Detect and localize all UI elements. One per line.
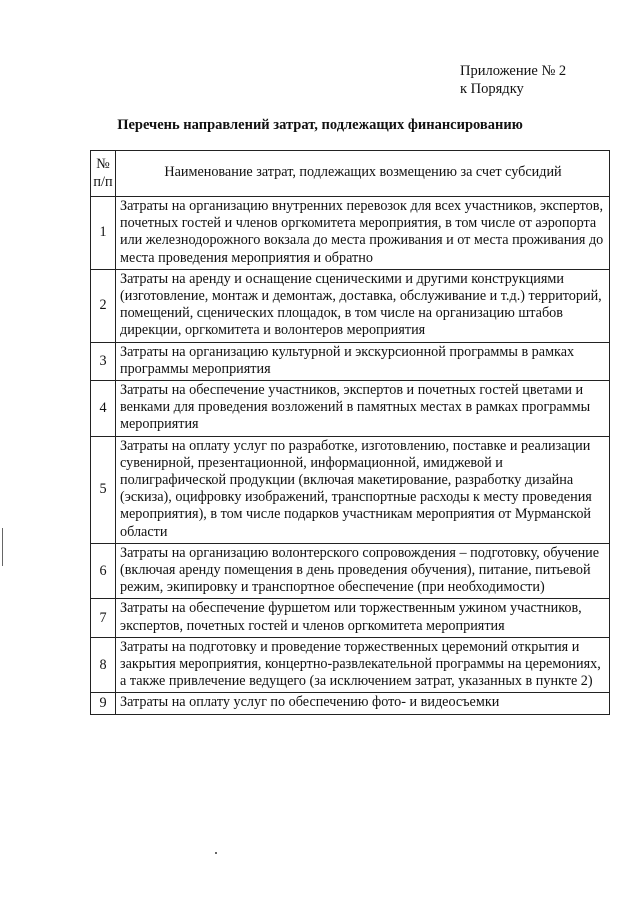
row-number: 3 <box>91 342 116 380</box>
row-number: 5 <box>91 436 116 543</box>
cost-directions-table <box>90 150 610 715</box>
appendix-reference: к Порядку <box>460 81 524 97</box>
row-number: 6 <box>91 543 116 599</box>
appendix-number: Приложение № 2 <box>460 63 567 79</box>
row-text: Затраты на обеспечение фуршетом или торжественным ужином участников, экспертов, почетных гостей и членов оргкомитета мероприятия <box>116 599 610 637</box>
table-row <box>91 342 610 380</box>
header-number-text: № п/п <box>93 156 113 190</box>
document-title: Перечень направлений затрат, подлежащих финансированию <box>117 117 523 133</box>
table-row <box>91 693 610 714</box>
table-row <box>91 436 610 543</box>
row-number: 8 <box>91 637 116 693</box>
scan-mark <box>215 852 217 854</box>
row-number: 4 <box>91 381 116 437</box>
row-text: Затраты на организацию внутренних перевозок для всех участников, экспертов, почетных гостей и членов оргкомитета мероприятия, в том числе от аэропорта или железнодорожного вокзала до места проживания и от места проживания до места проведения мероприятия и обратно <box>116 197 610 270</box>
row-text: Затраты на обеспечение участников, экспертов и почетных гостей цветами и венками для проведения возложений в памятных местах в рамках программы мероприятия <box>116 381 610 437</box>
row-text: Затраты на оплату услуг по обеспечению фото- и видеосъемки <box>116 693 610 714</box>
row-number: 1 <box>91 197 116 270</box>
scan-mark <box>2 528 3 566</box>
row-number: 2 <box>91 269 116 342</box>
row-number: 7 <box>91 599 116 637</box>
row-text: Затраты на организацию культурной и экскурсионной программы в рамках программы мероприятия <box>116 342 610 380</box>
table-row <box>91 381 610 437</box>
table-row <box>91 269 610 342</box>
table-row <box>91 543 610 599</box>
row-text: Затраты на аренду и оснащение сценическими и другими конструкциями (изготовление, монтаж и демонтаж, доставка, обслуживание и т.д.) территорий, помещений, сценических площадок, в том числе на организацию штабов дирекции, оргкомитета и волонтеров мероприятия <box>116 269 610 342</box>
row-text: Затраты на оплату услуг по разработке, изготовлению, поставке и реализации сувенирной, презентационной, информационной, имиджевой и полиграфической продукции (включая макетирование, разработку дизайна (эскиза), оцифровку изображений, транспортные расходы к месту проведения мероприятия), в том числе подарков участникам мероприятия от Мурманской области <box>116 436 610 543</box>
row-text: Затраты на подготовку и проведение торжественных церемоний открытия и закрытия мероприятия, концертно-развлекательной программы на церемониях, а также привлечение ведущего (за исключением затрат, указанных в пункте 2) <box>116 637 610 693</box>
row-text: Затраты на организацию волонтерского сопровождения – подготовку, обучение (включая аренду помещения в день проведения обучения), питание, питьевой режим, экипировку и транспортное обеспечение (при необходимости) <box>116 543 610 599</box>
header-number <box>91 151 116 197</box>
appendix-label <box>460 62 566 98</box>
row-number: 9 <box>91 693 116 714</box>
header-name: Наименование затрат, подлежащих возмещению за счет субсидий <box>116 151 610 197</box>
table-row <box>91 197 610 270</box>
table-row <box>91 599 610 637</box>
table-row <box>91 637 610 693</box>
table-header-row <box>91 151 610 197</box>
